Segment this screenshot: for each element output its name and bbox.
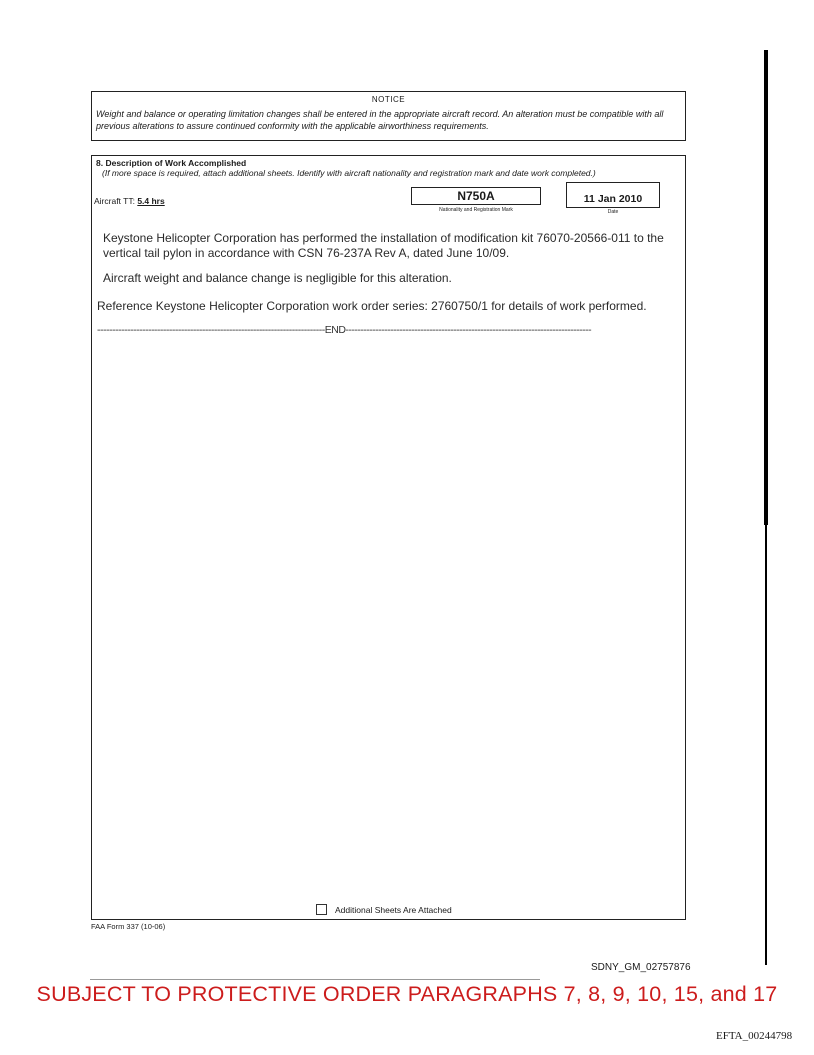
scan-edge-bar <box>764 50 768 525</box>
date-label: Date <box>607 209 619 215</box>
aircraft-total-time <box>94 196 165 206</box>
registration-label: Nationality and Registration Mark <box>439 207 513 213</box>
aircraft-tt-label: Aircraft TT: <box>94 196 135 206</box>
notice-box <box>91 91 686 141</box>
end-marker-line: ----------------------------------------------------------------------------END---------------------------------------------------------------------------------- <box>97 324 592 336</box>
document-id: SDNY_GM_02757876 <box>591 962 691 973</box>
form-identifier: FAA Form 337 (10-06) <box>91 922 166 931</box>
additional-sheets-label: Additional Sheets Are Attached <box>335 905 452 915</box>
bates-number: EFTA_00244798 <box>716 1030 793 1042</box>
protective-order-banner: SUBJECT TO PROTECTIVE ORDER PARAGRAPHS 7, 8, 9, 10, 15, and 17 <box>36 982 778 1006</box>
work-paragraph-weight-balance: Aircraft weight and balance change is negligible for this alteration. <box>103 271 452 285</box>
work-paragraph-modification: Keystone Helicopter Corporation has performed the installation of modification kit 76070-20566-011 to the vertical tail pylon in accordance with CSN 76-237A Rev A, dated June 10/09. <box>103 231 664 260</box>
aircraft-tt-value: 5.4 hrs <box>137 196 165 206</box>
scan-edge-bar <box>765 525 767 965</box>
section-title: 8. Description of Work Accomplished <box>96 158 247 168</box>
notice-title: NOTICE <box>371 95 406 104</box>
notice-text: Weight and balance or operating limitation changes shall be entered in the appropriate aircraft record. An alteration must be compatible with all previous alterations to assure continued conformity with the applicable airworthiness requirements. <box>96 109 664 131</box>
registration-field: N750A <box>411 187 541 205</box>
section-subtitle: (If more space is required, attach additional sheets. Identify with aircraft nationality and registration mark and date work completed.) <box>102 168 596 178</box>
footer-divider <box>90 979 540 980</box>
work-description-box <box>91 155 686 920</box>
date-field: 11 Jan 2010 <box>566 182 660 208</box>
additional-sheets-checkbox[interactable] <box>316 904 327 915</box>
work-paragraph-reference: Reference Keystone Helicopter Corporation work order series: 2760750/1 for details of work performed. <box>97 299 647 313</box>
